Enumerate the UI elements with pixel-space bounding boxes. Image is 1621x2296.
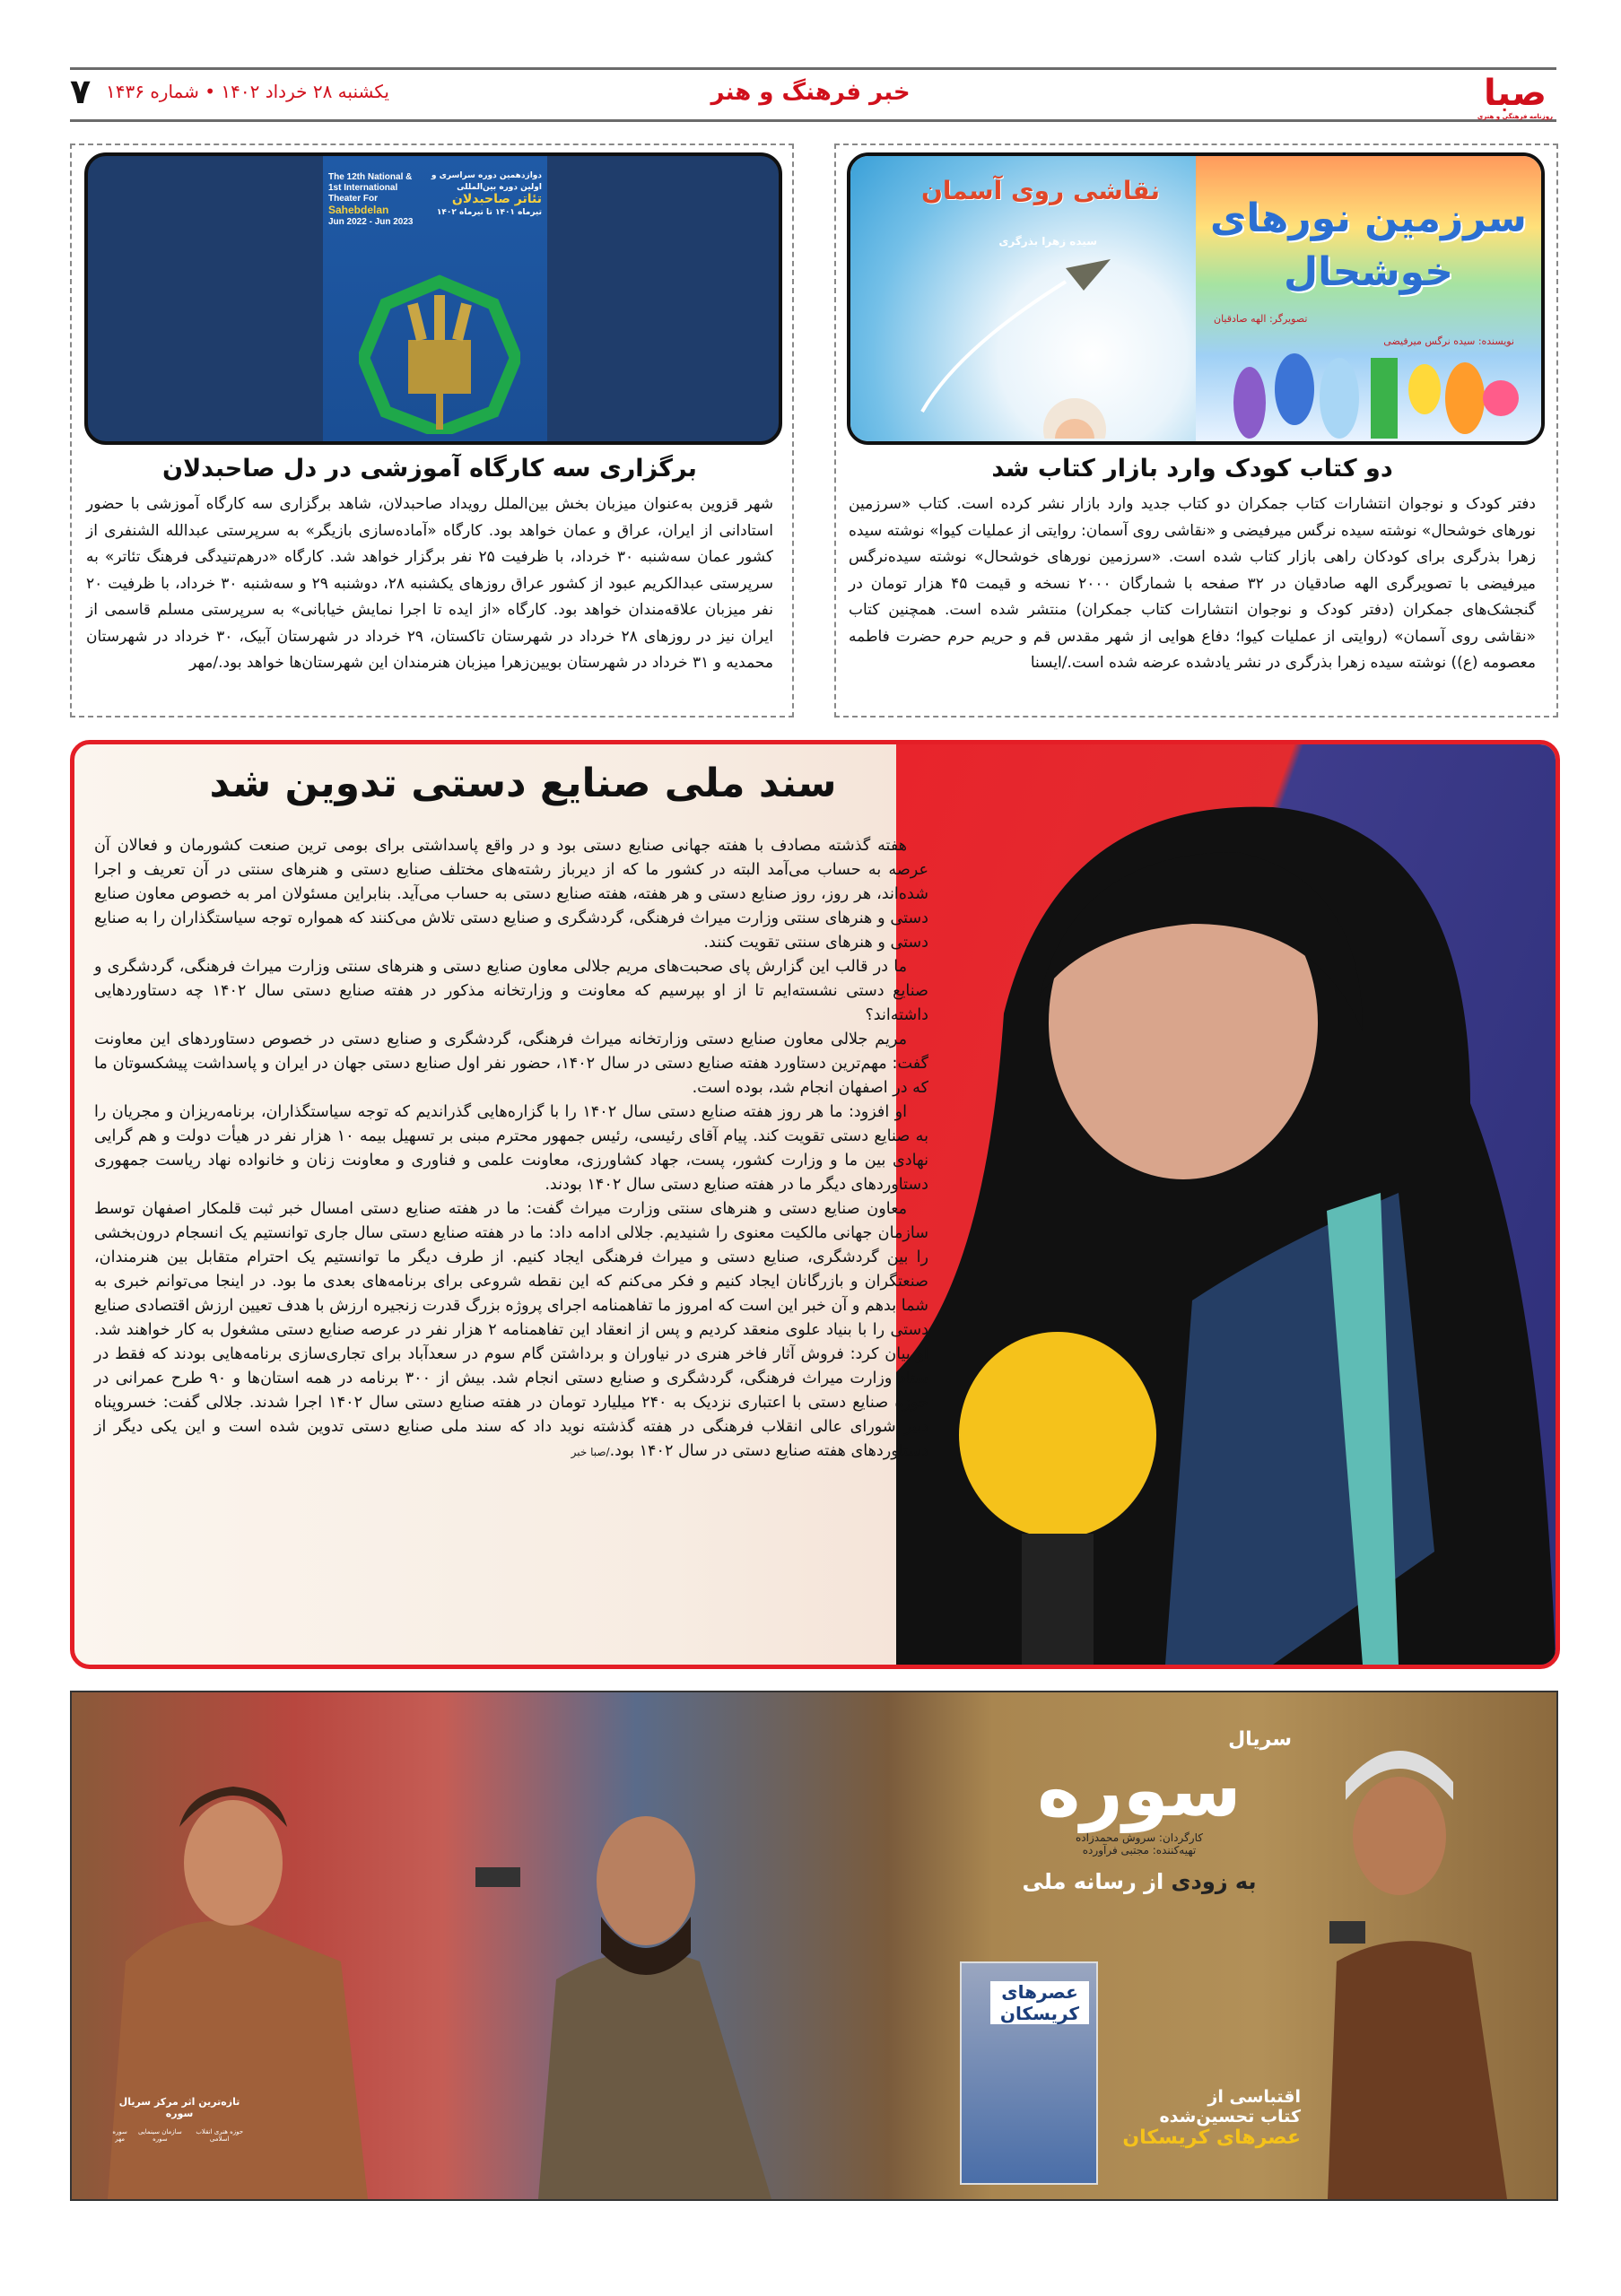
main-article-body [94,834,928,1465]
sponsor-logo: سازمان سینمایی سوره [138,2128,182,2143]
paragraph: ما در قالب این گزارش پای صحبت‌های مریم جلالی معاون صنایع دستی و هنرهای سنتی وزارت میراث فرهنگی، گردشگری و صنایع دستی نشسته‌ایم تا از او بپرسیم که معاونت و وزارتخانه مذکور در هفته صنایع دستی سال ۱۴۰۲ چه دستاوردهایی داشته‌اند؟ [94,958,928,1024]
body-books: دفتر کودک و نوجوان انتشارات کتاب جمکران دو کتاب جدید وارد بازار نشر کرده است. کتاب «سرزمین نورهای خوشحال» نوشته سیده نرگس میرفیضی و «نقاشی روی آسمان: روایتی از عملیات کیوا» نوشته سیده زهرا بذرگری برای کودکان راهی بازار کتاب شده است. «سرزمین نورهای خوشحال» نوشته سیده‌نرگس میرفیضی با تصویرگری الهه صادقیان در ۳۲ صفحه با شمارگان ۲۰۰۰ نسخه و قیمت ۴۵ هزار تومان در گنجشک‌های جمکران (دفتر کودک و نوجوان انتشارات کتاب جمکران) منتشر شده است. همچنین کتاب «نقاشی روی آسمان» (روایتی از عملیات کیوا؛ دفاع هوایی از شهر مقدس قم و حریم حرم حضرت فاطمه معصومه (ع)) نوشته سیده زهرا بذرگری در نشر یادشده عرضه شده است./ایسنا [849,495,1536,672]
source-credit: /صبا خبر [571,1446,610,1458]
page-number: ۷ [70,72,92,111]
series-actors-photo [72,1692,1556,2199]
producer-credits: تازه‌ترین اثر مرکز سریال سوره حوزه هنری انقلاب اسلامی سازمان سینمایی سوره سوره مهر [108,2096,251,2143]
header-bottom-rule [70,119,1556,122]
book-cover-image: عصرهای کریسکان [960,1961,1098,2185]
portrait-photo-maryam-jalali [896,744,1556,1665]
series-title-block: سریال سوره کارگردان: سروش محمدزاده تهیه‌کننده: مجتبی فرآورده به زودی از رسانه ملی [987,1728,1292,1894]
book-covers-image [847,152,1545,445]
headline-theater: برگزاری سه کارگاه آموزشی در دل صاحبدلان [162,455,697,483]
paragraph: مریم جلالی معاون صنایع دستی وزارتخانه میراث فرهنگی، گردشگری و صنایع دستی در خصوص دستاوردهای این معاونت گفت: مهم‌ترین دستاورد هفته صنایع دستی در سال ۱۴۰۲، حضور نفر اول صنایع دستی جهان در ایران و پاسداشت پیشکسوتان ما که در اصفهان انجام شد، بوده است. [94,1031,929,1097]
article-theater [70,144,794,718]
article-books [834,144,1558,718]
woman-with-microphone-photo [896,744,1556,1665]
cover-happy-lights: سرزمین نورهای خوشحال نویسنده: سیده نرگس میرفیضی تصویرگر: الهه صادقیان [1196,156,1541,441]
cover-painting-sky: نقاشی روی آسمان سیده زهرا بذرگری [850,156,1196,441]
series-logo-text: سوره [1037,1748,1242,1833]
golden-trophy-emblem [359,264,520,434]
sponsor-logo: حوزه هنری انقلاب اسلامی [196,2128,244,2143]
dateline: یکشنبه ۲۸ خرداد ۱۴۰۲ • شماره ۱۴۳۶ [106,81,389,102]
paragraph: هفته گذشته مصادف با هفته جهانی صنایع دستی بود و در واقع پاسداشتی برای بومی ترین صنعت کشورمان و فعالان آن عرصه به حساب می‌آمد البته در کشور ما که از دیرباز رشته‌های مختلف صنایع دستی و هنرهای سنتی در آن تعریف و اجرا شده‌اند، هر روز، روز صنایع دستی و هر هفته، هفته صنایع دستی به حساب می‌آید. بنابراین مسئولان امر به خصوص معاون صنایع دستی و هنرهای سنتی وزارت میراث فرهنگی، گردشگری و صنایع دستی تلاش می‌کنند که همواره توجه سیاستگذاران را به صنایع دستی و هنرهای سنتی تقویت کنند. [94,837,928,952]
body-theater: شهر قزوین به‌عنوان میزبان بخش بین‌الملل رویداد صاحبدلان، شاهد برگزاری سه کارگاه آموزشی با حضور استادانی از ایران، عراق و عمان خواهد بود. کارگاه «آماده‌سازی بازیگر» به سرپرستی عبدالله الشنفری از کشور عمان سه‌شنبه ۳۰ خرداد، با ظرفیت ۲۵ نفر برگزار خواهد شد. کارگاه «درهم‌تنیدگی فرهنگ تئاتر» به سرپرستی عبدالکریم عبود از کشور عراق روزهای یکشنبه ۲۸، دوشنبه ۲۹ و سه‌شنبه ۳۰ خرداد، با ظرفیت ۲۰ نفر میزبان علاقه‌مندان خواهد بود. کارگاه «از ایده تا اجرا نمایش خیابانی» به سرپرستی مسلم قاسمی از ایران نیز در روزهای ۲۸ خرداد در شهرستان تاکستان، ۲۹ خرداد در شهرستان آبیک، ۳۰ خرداد در شهرستان محمدیه و ۳۱ خرداد در شهرستان بویین‌زهرا میزبان هنرمندان این شهرستان‌ها خواهد بود./مهر [86,495,774,672]
sahebdelan-poster: The 12th National & 1st International Theater For Sahebdelan Jun 2022 - Jun 2023 دوازدهمین دوره سراسری و اولین دوره بین‌المللی تئاتر صاحبدلان تیرماه ۱۴۰۱ تا تیرماه ۱۴۰۲ [323,156,547,441]
cartoon-characters-illustration [1223,349,1519,439]
header-top-rule [70,67,1556,70]
main-article [70,740,1560,1669]
theater-poster-image [84,152,782,445]
main-headline: سند ملی صنایع دستی تدوین شد [209,761,837,806]
section-title: خبر فرهنگ و هنر [710,79,911,106]
headline-books: دو کتاب کودک وارد بازار کتاب شد [991,455,1393,483]
paragraph: او افزود: ما هر روز هفته صنایع دستی سال ۱۴۰۲ را با گزاره‌هایی گذراندیم که توجه سیاستگذاران، برنامه‌ریزان و مجریان را به صنایع دستی تقویت کند. پیام آقای رئیسی، رئیس جمهور محترم مبنی بر تسهیل بیمه ۱۰ هزار نفر در هیأت دولت و هم گرایی نهادی بین ما و وزارت کشور، پست، جهاد کشاورزی، معاونت علمی و فناوری و معاونت زنان و خانواده نهاد ریاست جمهوری دستاوردهای دیگر ما در هفته صنایع دستی سال ۱۴۰۲ بودند. [94,1103,928,1194]
newspaper-logo: صبا روزنامه فرهنگی و هنری [1477,73,1554,120]
sponsor-logo: سوره مهر [112,2128,127,2143]
jet-and-child-illustration [904,259,1173,439]
adaptation-note: اقتباسی از کتاب تحسین‌شده عصرهای کریسکان [1122,2087,1301,2149]
paragraph: معاون صنایع دستی و هنرهای سنتی وزارت میراث گفت: ما در هفته صنایع دستی امسال خبر ثبت قلمکار اصفهان توسط سازمان جهانی مالکیت معنوی را شنیدیم. جلالی ادامه داد: ما در هفته صنایع دستی سال جاری توانستیم یک انسجام درون‌بخشی را بین گردشگری، صنایع دستی و میراث فرهنگی ایجاد کنیم. از طرف دیگر ما توانستیم یک احترام متقابل بین هنرمندان، صنعتگران و بازرگانان ایجاد کنیم و فکر می‌کنم که این نقطه شروعی برای برنامه‌های بعدی ما بود. در اینجا می‌توانم خبری به شما بدهم و آن خبر این است که امروز ما تفاهمنامه اجرای پروژه بزرگ قدرت زنجیره ارزش با هدف تعیین ارزش اقتصادی صنایع دستی را با بنیاد علوی منعقد کردیم و پس از انعقاد این تفاهمنامه ۲ هزار نفر در عرصه صنایع دستی مشغول به کار خواهند شد. او بیان کرد: فروش آثار فاخر هنری در نیاوران و برداشتن گام سوم در سعدآباد برای تجاری‌سازی برنامه‌هایی بودند که فقط در ستاد وزارت میراث فرهنگی، گردشگری و صنایع دستی انجام شد. بیش از ۳۰۰ برنامه در همه استان‌ها و ۹۰ طرح عمرانی در حوزه صنایع دستی با اعتباری نزدیک به ۲۴۰ میلیارد تومان در هفته صنایع دستی سال ۱۴۰۲ اجرا شدند. جلالی گفت: خسروپناه دبیر شورای عالی انقلاب فرهنگی در هفته گذشته نوید داد که سند ملی صنایع دستی تدوین شده است و این یکی دیگر از دستاوردهای هفته صنایع دستی در سال ۱۴۰۲ بود./صبا خبر [94,1200,929,1460]
series-advertisement-banner [70,1691,1558,2201]
